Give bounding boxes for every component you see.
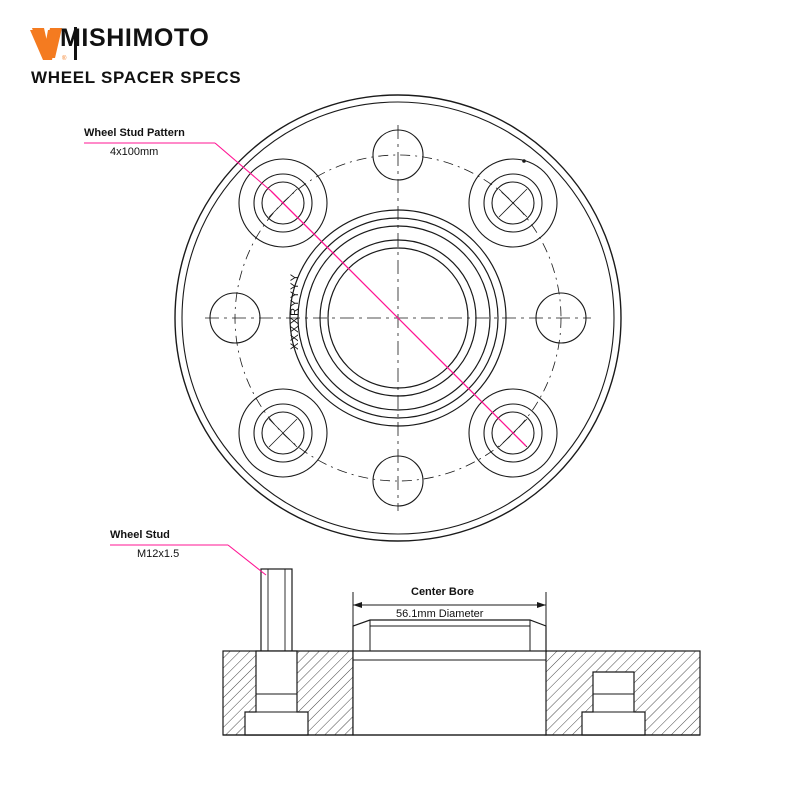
callout-label-wheel-stud: Wheel Stud <box>110 529 170 541</box>
callout-label-wheel-stud-pattern: Wheel Stud Pattern <box>84 127 185 139</box>
callout-value-wheel-stud: M12x1.5 <box>137 548 180 560</box>
callout-value-wheel-stud-pattern: 4x100mm <box>110 146 159 158</box>
svg-text:®: ® <box>62 56 67 62</box>
part-number-stamp: XXXXRYYYY <box>289 272 301 350</box>
page-title: WHEEL SPACER SPECS <box>31 68 242 87</box>
wheel-stud-leader <box>110 545 266 575</box>
brand-wordmark: MISHIMOTO <box>60 24 210 52</box>
stud-pattern-indicator <box>271 191 526 446</box>
dimension-value-center-bore: 56.1mm Diameter <box>396 608 484 620</box>
dimension-label-center-bore: Center Bore <box>411 586 474 598</box>
